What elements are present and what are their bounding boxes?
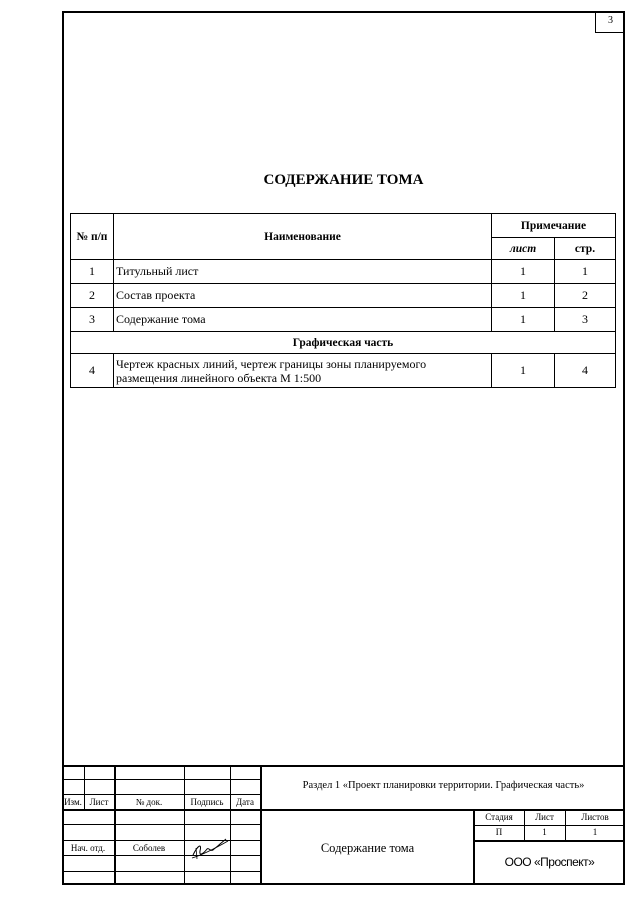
row-page: 2 [555, 284, 616, 308]
row-name-line2: размещения линейного объекта М 1:500 [116, 370, 322, 385]
row-num: 4 [71, 354, 114, 388]
row-name: Содержание тома [114, 308, 492, 332]
row-sheet: 1 [492, 354, 555, 388]
table-row [71, 308, 616, 332]
row-page: 3 [555, 308, 616, 332]
header-page: стр. [555, 238, 616, 260]
row-page: 1 [555, 260, 616, 284]
header-name: Наименование [114, 214, 492, 260]
page-frame [62, 11, 625, 885]
stamp-sheets-label: Листов [581, 812, 609, 822]
stamp-doc-name: Содержание тома [320, 841, 415, 855]
stamp-nach-otd: Нач. отд. [70, 843, 106, 853]
table-row [71, 260, 616, 284]
stamp-stadia-value: П [495, 827, 503, 837]
stamp-sheet-value: 1 [542, 827, 547, 837]
stamp-podpis: Подпись [190, 797, 224, 807]
page-title: СОДЕРЖАНИЕ ТОМА [263, 172, 424, 188]
header-num: № п/п [71, 214, 114, 260]
stamp-surname: Соболев [132, 843, 166, 853]
row-num: 1 [71, 260, 114, 284]
table-row [71, 354, 616, 388]
row-sheet: 1 [492, 284, 555, 308]
section-row [71, 332, 616, 354]
row-num: 3 [71, 308, 114, 332]
stamp-sheets-value: 1 [592, 827, 598, 837]
title-block [62, 765, 625, 885]
contents-table [70, 213, 616, 388]
stamp-list: Лист [89, 797, 109, 807]
page-number: 3 [595, 11, 625, 33]
stamp-sheet-label: Лист [535, 812, 554, 822]
signature-icon [190, 833, 230, 863]
section-title: Графическая часть [71, 332, 616, 354]
stamp-stadia-label: Стадия [485, 812, 513, 822]
row-num: 2 [71, 284, 114, 308]
stamp-section-title: Раздел 1 «Проект планировки территории. Графическая часть» [302, 780, 585, 791]
stamp-izm: Изм. [64, 797, 82, 807]
stamp-data: Дата [236, 797, 254, 807]
row-sheet: 1 [492, 308, 555, 332]
stamp-ndok: № док. [135, 797, 163, 807]
row-name: Состав проекта [114, 284, 492, 308]
row-name [114, 354, 492, 388]
table-row [71, 284, 616, 308]
row-name: Титульный лист [114, 260, 492, 284]
row-name-line1: Чертеж красных линий, чертеж границы зоны планируемого [116, 356, 427, 371]
header-note: Примечание [492, 214, 616, 238]
row-page: 4 [555, 354, 616, 388]
stamp-company: ООО «Проспект» [504, 855, 595, 869]
header-sheet: лист [492, 238, 555, 260]
row-sheet: 1 [492, 260, 555, 284]
